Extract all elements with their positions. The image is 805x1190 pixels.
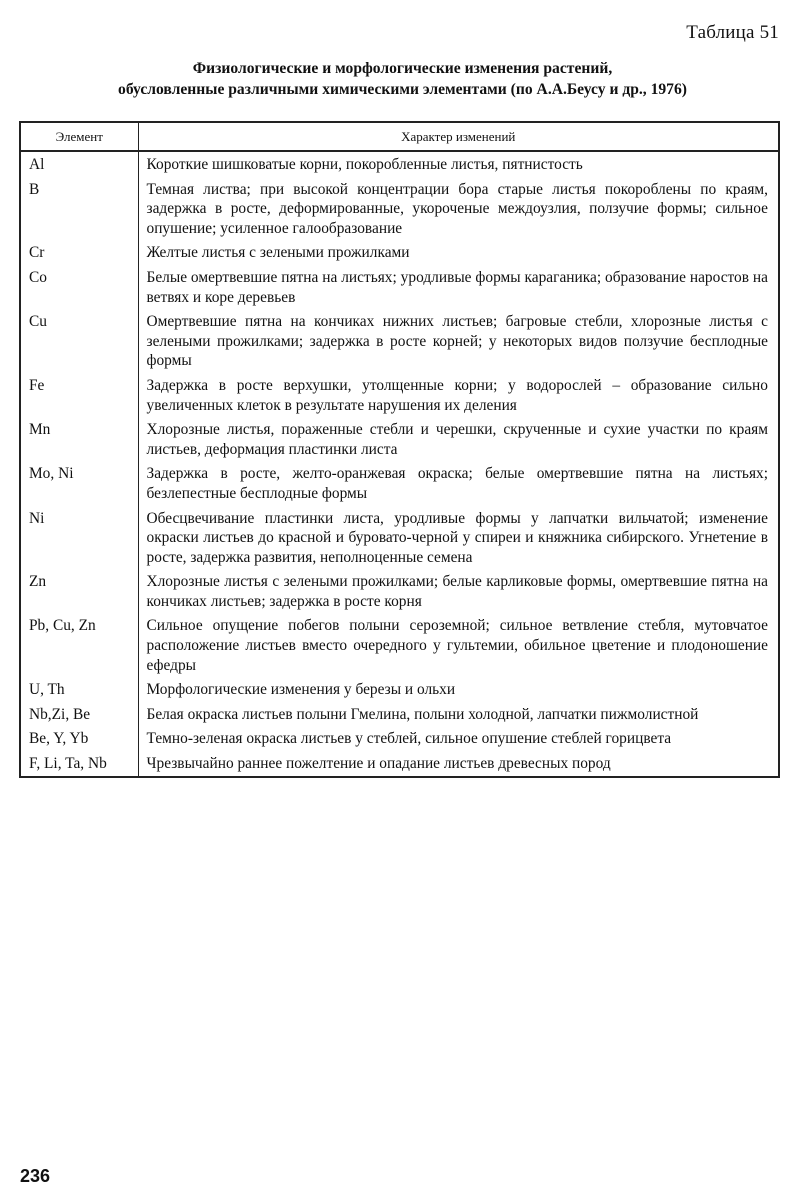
element-cell: B: [20, 177, 138, 241]
element-cell: Pb, Cu, Zn: [20, 613, 138, 677]
table-row: [20, 417, 779, 461]
column-header-changes: Характер изменений: [138, 122, 779, 151]
description-cell: Темно-зеленая окраска листьев у стеблей, сильное опушение стеблей горицвета: [138, 726, 779, 751]
elements-changes-table: [19, 121, 780, 778]
description-cell: Морфологические изменения у березы и ольхи: [138, 677, 779, 702]
table-row: [20, 373, 779, 417]
table-row: [20, 613, 779, 677]
description-cell: Желтые листья с зелеными прожилками: [138, 240, 779, 265]
table-row: [20, 177, 779, 241]
table-row: [20, 309, 779, 373]
element-cell: Mn: [20, 417, 138, 461]
description-cell: Белые омертвевшие пятна на листьях; уродливые формы караганика; образование наростов на ветвях и коре деревьев: [138, 265, 779, 309]
table-number-label: Таблица 51: [686, 22, 779, 43]
element-cell: Al: [20, 151, 138, 177]
description-cell: Задержка в росте, желто-оранжевая окраска; белые омертвевшие пятна на листьях; безлепестные бесплодные формы: [138, 461, 779, 505]
table-row: [20, 461, 779, 505]
description-cell: Сильное опущение побегов полыни сероземной; сильное ветвление стебля, мутовчатое расположение листьев вместо очередного у гультемии, обильное цветение и плодоношение ефедры: [138, 613, 779, 677]
table-row: [20, 151, 779, 177]
description-cell: Темная листва; при высокой концентрации бора старые листья покороблены по краям, задержка в росте, деформированные, укороченые междоузлия, ползучие формы; сильное опушение; усиленное галообразование: [138, 177, 779, 241]
description-cell: Чрезвычайно раннее пожелтение и опадание листьев древесных пород: [138, 751, 779, 777]
table-row: [20, 569, 779, 613]
element-cell: Zn: [20, 569, 138, 613]
table-row: [20, 506, 779, 570]
table-row: [20, 677, 779, 702]
table-row: [20, 240, 779, 265]
table-row: [20, 702, 779, 727]
element-cell: Nb,Zi, Be: [20, 702, 138, 727]
table-row: [20, 726, 779, 751]
table-header-row: [20, 122, 779, 151]
table-title-line-2: обусловленные различными химическими элементами (по А.А.Беусу и др., 1976): [118, 81, 687, 98]
element-cell: Mo, Ni: [20, 461, 138, 505]
page-number: 236: [20, 1166, 51, 1186]
element-cell: Cu: [20, 309, 138, 373]
element-cell: Be, Y, Yb: [20, 726, 138, 751]
table-row: [20, 751, 779, 777]
description-cell: Хлорозные листья, пораженные стебли и черешки, скрученные и сухие участки по краям листьев, деформация пластинки листа: [138, 417, 779, 461]
element-cell: U, Th: [20, 677, 138, 702]
description-cell: Короткие шишковатые корни, покоробленные листья, пятнистость: [138, 151, 779, 177]
element-cell: Ni: [20, 506, 138, 570]
description-cell: Обесцвечивание пластинки листа, уродливые формы у лапчатки вильчатой; изменение окраски листьев до красной и буровато-черной у спиреи и княжника сибирского. Угнетение в росте, задержка развития, неполноценные семена: [138, 506, 779, 570]
table-title-line-1: Физиологические и морфологические изменения растений,: [192, 60, 613, 77]
element-cell: Cr: [20, 240, 138, 265]
element-cell: Co: [20, 265, 138, 309]
description-cell: Омертвевшие пятна на кончиках нижних листьев; багровые стебли, хлорозные листья с зелеными прожилками; задержка в росте корней; у некоторых видов ползучие бесплодные формы: [138, 309, 779, 373]
description-cell: Задержка в росте верхушки, утолщенные корни; у водорослей – образование сильно увеличенных клеток в результате нарушения их деления: [138, 373, 779, 417]
description-cell: Белая окраска листьев полыни Гмелина, полыни холодной, лапчатки пижмолистной: [138, 702, 779, 727]
table-row: [20, 265, 779, 309]
table-title: [0, 58, 805, 100]
description-cell: Хлорозные листья с зелеными прожилками; белые карликовые формы, омертвевшие пятна на кончиках листьев; задержка в росте корня: [138, 569, 779, 613]
column-header-element: Элемент: [20, 122, 138, 151]
element-cell: F, Li, Ta, Nb: [20, 751, 138, 777]
element-cell: Fe: [20, 373, 138, 417]
